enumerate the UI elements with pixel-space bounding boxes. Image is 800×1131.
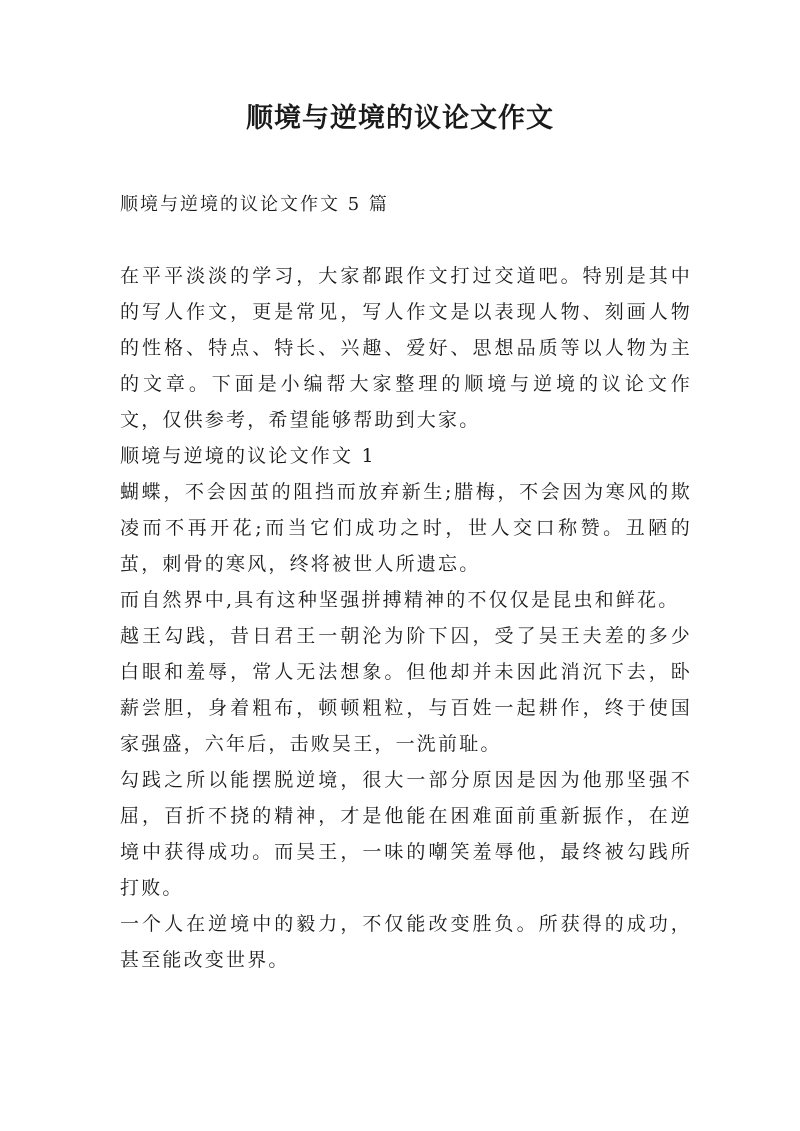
- paragraph-nature: 而自然界中,具有这种坚强拼搏精神的不仅仅是昆虫和鲜花。: [120, 589, 680, 611]
- paragraph-goujian-reason: 勾践之所以能摆脱逆境，很大一部分原因是因为他那坚强不屈，百折不挠的精神，才是他能在困难面前重新振作，在逆境中获得成功。而吴王，一味的嘲笑羞辱他，最终被勾践所打败。: [120, 769, 692, 899]
- paragraph-perseverance: 一个人在逆境中的毅力，不仅能改变胜负。所获得的成功，甚至能改变世界。: [120, 913, 692, 971]
- paragraph-intro: 在平平淡淡的学习，大家都跟作文打过交道吧。特别是其中的写人作文，更是常见，写人作文是以表现人物、刻画人物的性格、特点、特长、兴趣、爱好、思想品质等以人物为主的文章。下面是小编帮大家整理的顺境与逆境的议论文作文，仅供参考，希望能够帮助到大家。: [120, 265, 692, 431]
- document-body: [120, 258, 692, 978]
- document-subtitle: 顺境与逆境的议论文作文 5 篇: [120, 194, 389, 215]
- paragraph-goujian: 越王勾践，昔日君王一朝沦为阶下囚，受了吴王夫差的多少白眼和羞辱，常人无法想象。但他却并未因此消沉下去，卧薪尝胆，身着粗布，顿顿粗粒，与百姓一起耕作，终于使国家强盛，六年后，击败吴王，一洗前耻。: [120, 625, 692, 755]
- document-title: 顺境与逆境的议论文作文: [246, 103, 554, 134]
- paragraph-butterfly: 蝴蝶，不会因茧的阻挡而放弃新生;腊梅，不会因为寒风的欺凌而不再开花;而当它们成功之时，世人交口称赞。丑陋的茧，刺骨的寒风，终将被世人所遗忘。: [120, 481, 692, 575]
- section-heading-essay-1: 顺境与逆境的议论文作文 1: [120, 445, 376, 467]
